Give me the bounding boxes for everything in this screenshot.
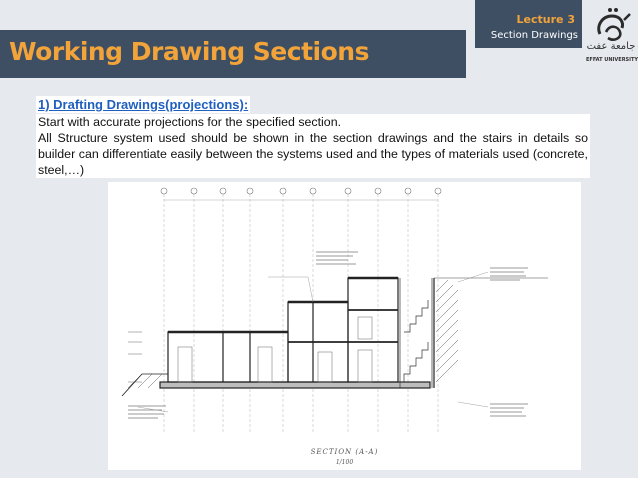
section-caption: SECTION (A-A) [310,448,379,456]
paragraph-line-2: All Structure system used should be shown in the section drawings and the stairs in details so builder can differentiate easily between the systems used and the types of materials used (concrete, steel,…) [38,131,588,177]
lecture-number: Lecture 3 [516,13,575,26]
university-logo-icon [586,4,636,62]
lecture-subtitle: Section Drawings [490,30,578,41]
section-heading: 1) Drafting Drawings(projections): [38,97,249,112]
section-drawing-lines [108,182,581,444]
logo-english-name: EFFAT UNIVERSITY [586,57,638,63]
slide-title: Working Drawing Sections [9,37,369,66]
logo-arabic-name: جامعة عفت [586,41,636,52]
section-drawing [108,182,581,470]
section-scale: 1/100 [335,459,354,466]
paragraph-line-1: Start with accurate projections for the specified section. [36,114,590,130]
content-area [36,96,590,178]
